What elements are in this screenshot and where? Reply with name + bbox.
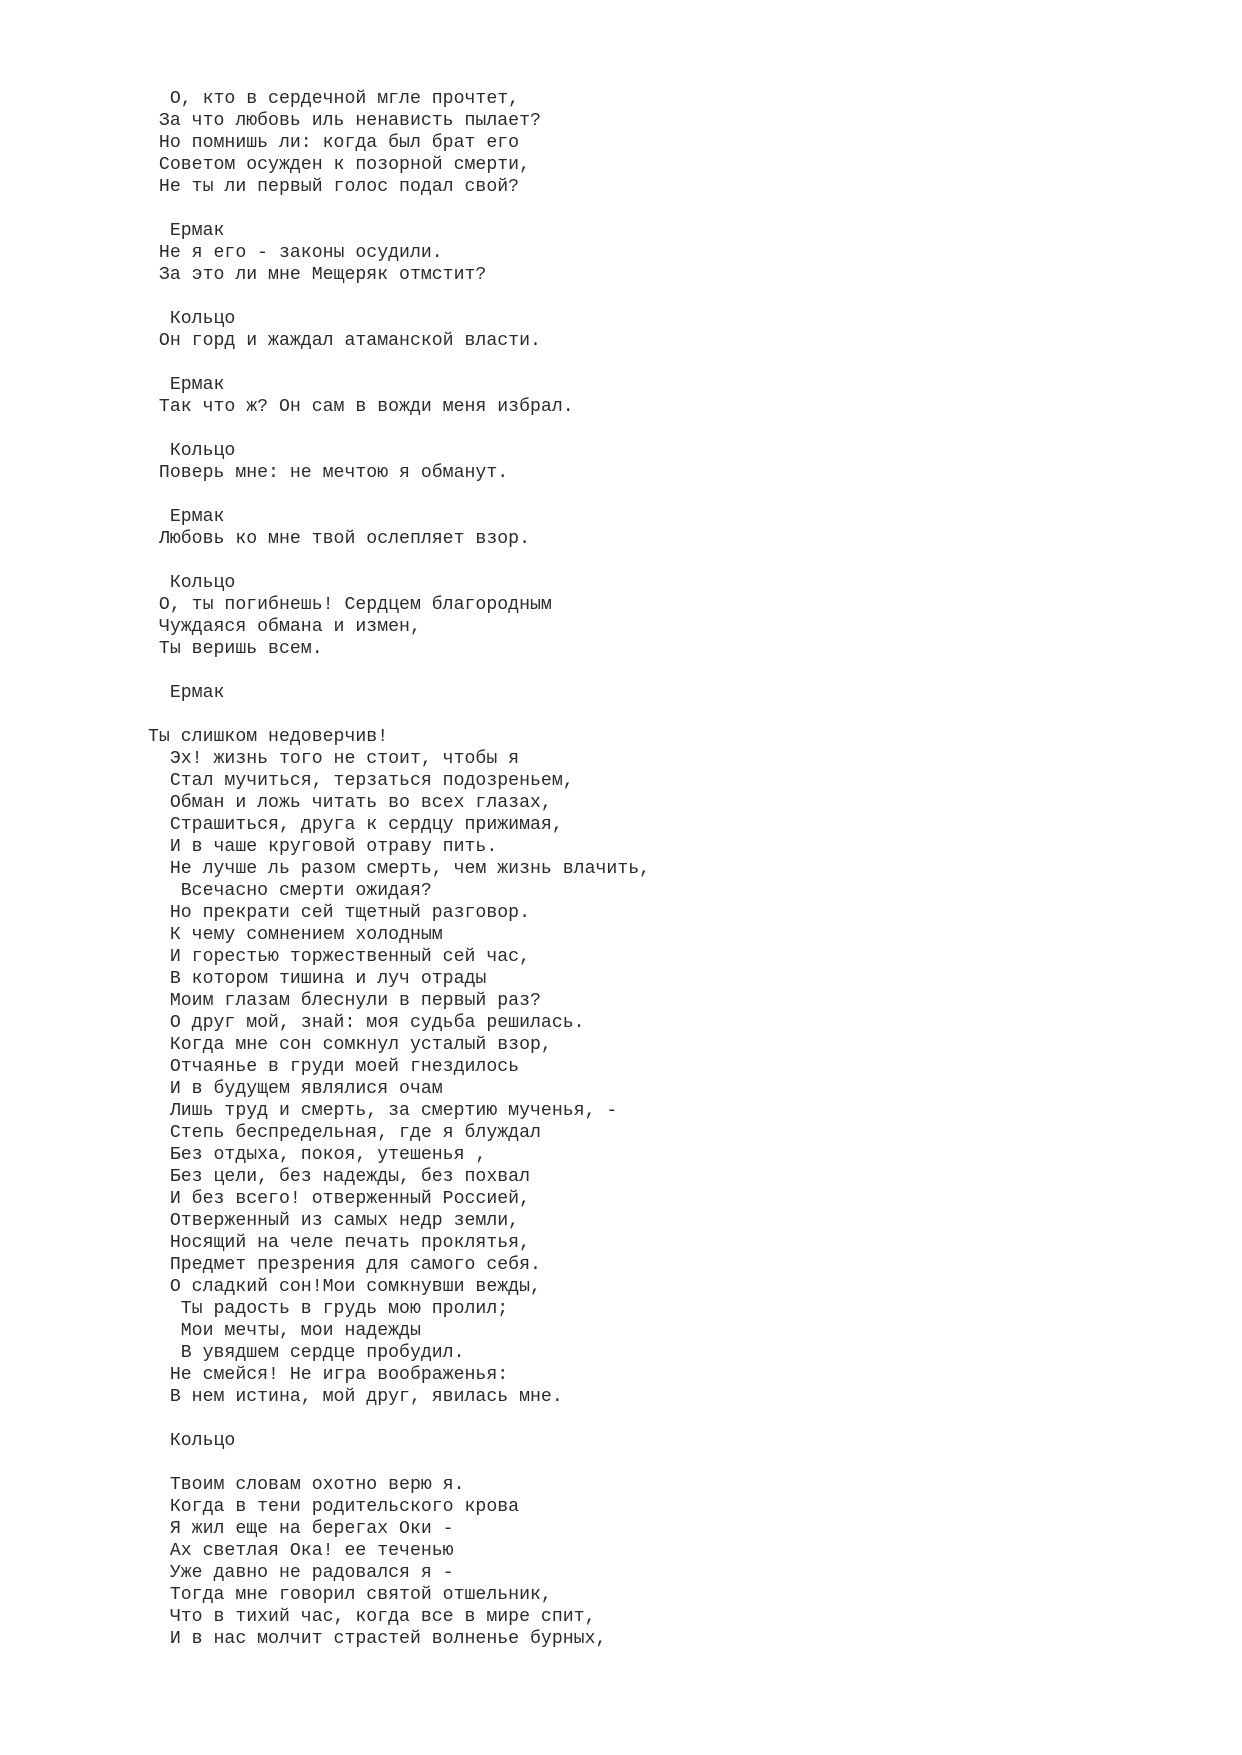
text-line: Но прекрати сей тщетный разговор. [148,903,530,923]
text-line: И горестью торжественный сей час, [148,947,530,967]
text-line: Не смейся! Не игра воображенья: [148,1365,509,1385]
text-line: За что любовь иль ненависть пылает? [148,111,541,131]
text-line: Не ты ли первый голос подал свой? [148,177,520,197]
text-line: Ермак [148,683,225,703]
text-line: Стал мучиться, терзаться подозреньем, [148,771,574,791]
text-line: Ермак [148,375,225,395]
blank-line [148,418,650,440]
text-line: Ах светлая Ока! ее теченью [148,1541,454,1561]
text-line: Я жил еще на берегах Оки - [148,1519,454,1539]
blank-line [148,352,650,374]
blank-line [148,1452,650,1474]
text-line: Когда в тени родительского крова [148,1497,520,1517]
text-line: И в будущем являлися очам [148,1079,443,1099]
blank-line [148,704,650,726]
text-line: О сладкий сон!Мои сомкнувши вежды, [148,1277,541,1297]
text-line: В увядшем сердце пробудил. [148,1343,465,1363]
blank-line [148,550,650,572]
text-line: Не я его - законы осудили. [148,243,443,263]
text-line: Мои мечты, мои надежды [148,1321,421,1341]
text-line: Ты радость в грудь мою пролил; [148,1299,509,1319]
text-line: Предмет презрения для самого себя. [148,1255,541,1275]
text-line: Так что ж? Он сам в вожди меня избрал. [148,397,574,417]
text-line: Ермак [148,507,225,527]
text-line: Когда мне сон сомкнул усталый взор, [148,1035,552,1055]
text-line: Ты слишком недоверчив! [148,727,389,747]
text-line: Любовь ко мне твой ослепляет взор. [148,529,530,549]
text-line: Без цели, без надежды, без похвал [148,1167,530,1187]
text-line: Без отдыха, покоя, утешенья , [148,1145,487,1165]
blank-line [148,286,650,308]
text-line: Моим глазам блеснули в первый раз? [148,991,541,1011]
text-line: Ты веришь всем. [148,639,323,659]
text-line: Обман и ложь читать во всех глазах, [148,793,552,813]
text-line: Поверь мне: не мечтою я обманут. [148,463,509,483]
text-line: Он горд и жаждал атаманской власти. [148,331,541,351]
text-line: Отверженный из самых недр земли, [148,1211,520,1231]
text-line: В нем истина, мой друг, явилась мне. [148,1387,563,1407]
text-line: Кольцо [148,441,236,461]
text-line: Кольцо [148,1431,236,1451]
text-line: К чему сомнением холодным [148,925,443,945]
text-line: И без всего! отверженный Россией, [148,1189,530,1209]
text-line: О, кто в сердечной мгле прочтет, [148,89,520,109]
text-line: Тогда мне говорил святой отшельник, [148,1585,552,1605]
text-line: Отчаянье в груди моей гнездилось [148,1057,520,1077]
blank-line [148,484,650,506]
play-text [148,88,650,1650]
text-line: Страшиться, друга к сердцу прижимая, [148,815,563,835]
text-line: Твоим словам охотно верю я. [148,1475,465,1495]
blank-line [148,660,650,682]
text-line: Советом осужден к позорной смерти, [148,155,530,175]
text-line: Но помнишь ли: когда был брат его [148,133,520,153]
text-line: Не лучше ль разом смерть, чем жизнь влачить, [148,859,651,879]
text-line: И в чаше круговой отраву пить. [148,837,498,857]
text-line: Лишь труд и смерть, за смертию мученья, - [148,1101,618,1121]
text-line: Степь беспредельная, где я блуждал [148,1123,541,1143]
text-line: Чуждаяся обмана и измен, [148,617,421,637]
blank-line [148,198,650,220]
blank-line [148,1408,650,1430]
text-line: О, ты погибнешь! Сердцем благородным [148,595,552,615]
text-line: О друг мой, знай: моя судьба решилась. [148,1013,585,1033]
text-line: Уже давно не радовался я - [148,1563,454,1583]
text-line: За это ли мне Мещеряк отмстит? [148,265,487,285]
text-line: Кольцо [148,309,236,329]
text-line: В котором тишина и луч отрады [148,969,487,989]
text-line: Носящий на челе печать проклятья, [148,1233,530,1253]
text-line: Всечасно смерти ожидая? [148,881,432,901]
text-line: Ермак [148,221,225,241]
text-line: Что в тихий час, когда все в мире спит, [148,1607,596,1627]
text-line: Эх! жизнь того не стоит, чтобы я [148,749,520,769]
text-line: Кольцо [148,573,236,593]
text-line: И в нас молчит страстей волненье бурных, [148,1629,607,1649]
